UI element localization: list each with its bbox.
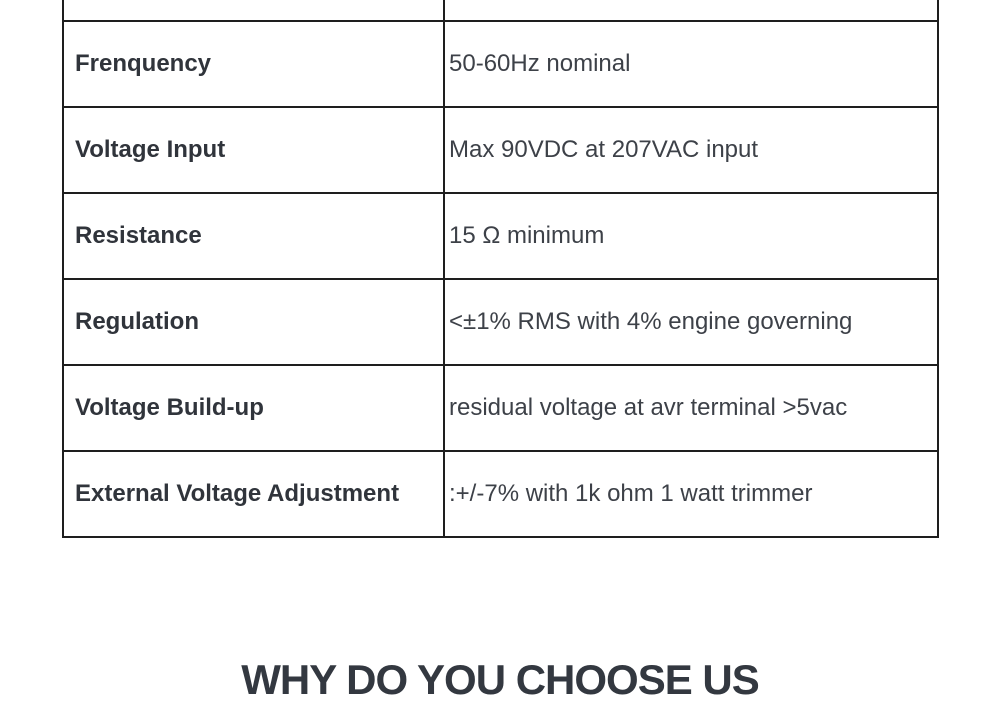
spec-label: Regulation xyxy=(63,279,444,365)
section-heading: WHY DO YOU CHOOSE US xyxy=(241,656,759,703)
spec-label: Voltage Build-up xyxy=(63,365,444,451)
table-row xyxy=(63,279,938,365)
table-row xyxy=(63,21,938,107)
spec-value: 15 Ω minimum xyxy=(444,193,938,279)
table-row xyxy=(63,193,938,279)
spec-value: Max 90VDC at 207VAC input xyxy=(444,107,938,193)
spec-value xyxy=(444,0,938,21)
table-row xyxy=(63,0,938,21)
spec-value: residual voltage at avr terminal >5vac xyxy=(444,365,938,451)
table-row xyxy=(63,107,938,193)
table-row xyxy=(63,365,938,451)
spec-label: Voltage Input xyxy=(63,107,444,193)
spec-label: Frenquency xyxy=(63,21,444,107)
spec-value: 50-60Hz nominal xyxy=(444,21,938,107)
spec-value: :+/-7% with 1k ohm 1 watt trimmer xyxy=(444,451,938,537)
spec-table xyxy=(62,0,939,538)
spec-label: External Voltage Adjustment xyxy=(63,451,444,537)
spec-label: Resistance xyxy=(63,193,444,279)
table-row xyxy=(63,451,938,537)
spec-label xyxy=(63,0,444,21)
spec-value: <±1% RMS with 4% engine governing xyxy=(444,279,938,365)
